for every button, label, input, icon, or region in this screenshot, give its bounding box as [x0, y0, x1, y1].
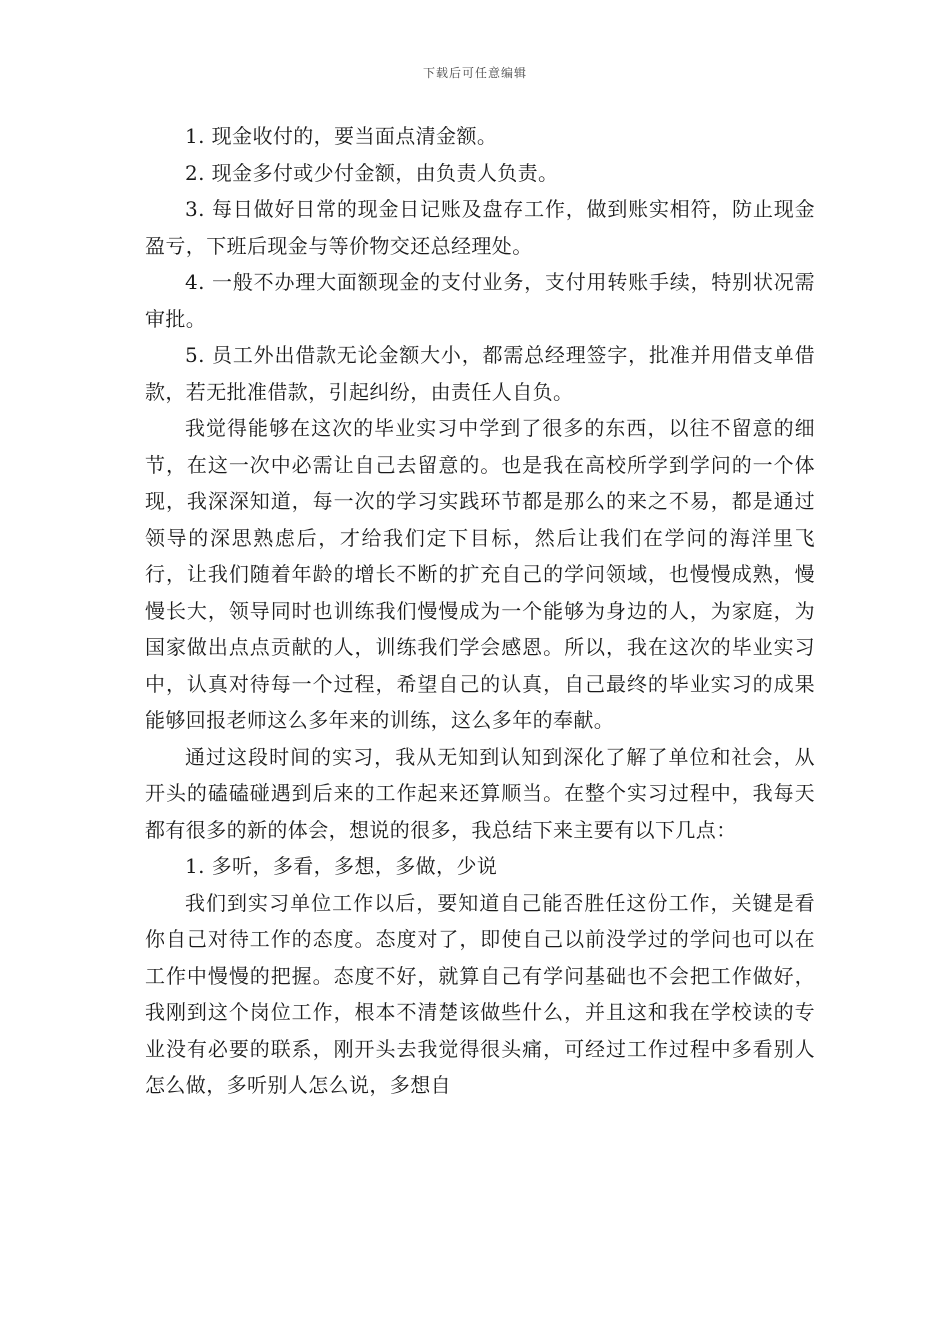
- document-body: [145, 118, 815, 1104]
- paragraph-5: 5. 员工外出借款无论金额大小，都需总经理签字，批准并用借支单借款，若无批准借款，引起纠纷，由责任人自负。: [145, 343, 815, 404]
- paragraph-4: 4. 一般不办理大面额现金的支付业务，支付用转账手续，特别状况需审批。: [145, 270, 815, 331]
- paragraph-6: 我觉得能够在这次的毕业实习中学到了很多的东西，以往不留意的细节，在这一次中必需让自己去留意的。也是我在高校所学到学问的一个体现，我深深知道，每一次的学习实践环节都是那么的来之不易，都是通过领导的深思熟虑后，才给我们定下目标，然后让我们在学问的海洋里飞行，让我们随着年龄的增长不断的扩充自己的学问领域，也慢慢成熟，慢慢长大，领导同时也训练我们慢慢成为一个能够为身边的人，为家庭，为国家做出点点贡献的人，训练我们学会感恩。所以，我在这次的毕业实习中，认真对待每一个过程，希望自己的认真，自己最终的毕业实习的成果能够回报老师这么多年来的训练，这么多年的奉献。: [145, 416, 815, 732]
- paragraph-7: 通过这段时间的实习，我从无知到认知到深化了解了单位和社会，从开头的磕磕碰遇到后来的工作起来还算顺当。在整个实习过程中，我每天都有很多的新的体会，想说的很多，我总结下来主要有以下几点：: [145, 744, 815, 842]
- page-header: 下载后可任意编辑: [422, 66, 527, 80]
- paragraph-1: 1. 现金收付的，要当面点清金额。: [185, 124, 498, 148]
- paragraph-2: 2. 现金多付或少付金额，由负责人负责。: [185, 160, 559, 185]
- paragraph-8: 1. 多听，多看，多想，多做，少说: [185, 854, 498, 878]
- paragraph-3: 3. 每日做好日常的现金日记账及盘存工作，做到账实相符，防止现金盈亏，下班后现金与等价物交还总经理处。: [145, 197, 815, 258]
- paragraph-9: 我们到实习单位工作以后，要知道自己能否胜任这份工作，关键是看你自己对待工作的态度。态度对了，即使自己以前没学过的学问也可以在工作中慢慢的把握。态度不好，就算自己有学问基础也不会把工作做好，我刚到这个岗位工作，根本不清楚该做些什么，并且这和我在学校读的专业没有必要的联系，刚开头去我觉得很头痛，可经过工作过程中多看别人怎么做，多听别人怎么说，多想自: [145, 890, 815, 1097]
